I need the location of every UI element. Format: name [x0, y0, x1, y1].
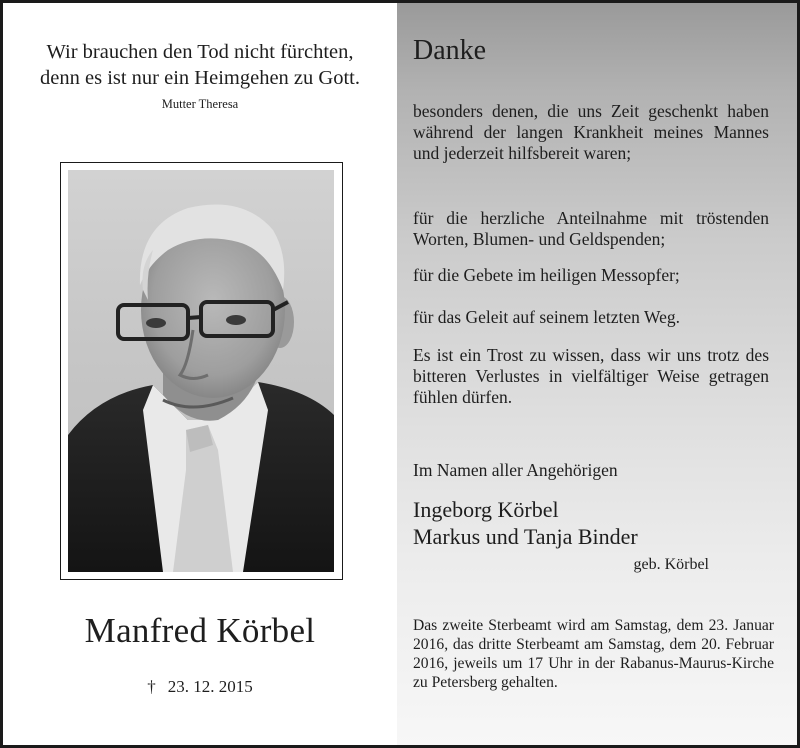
death-date: 23. 12. 2015 [167, 677, 253, 696]
paragraph-text: besonders denen, die uns Zeit geschenkt haben während der langen Krankheit meines Mannes und jederzeit hilfsbereit waren; [413, 101, 769, 163]
quote-line: denn es ist nur ein Heimgehen zu Gott. [40, 67, 360, 89]
thanks-paragraph [413, 345, 769, 408]
signature-intro: Im Namen aller Angehörigen [413, 460, 618, 480]
maiden-name: geb. Körbel [633, 556, 709, 573]
family-names [413, 496, 638, 550]
thanks-paragraph [413, 307, 769, 328]
paragraph-text: Es ist ein Trost zu wissen, dass wir uns trotz des bitteren Verlustes in vielfältiger Weise getragen fühlen dürfen. [413, 345, 769, 407]
quote-line: Wir brauchen den Tod nicht fürchten, [46, 41, 354, 63]
paragraph-text: für die herzliche Anteilnahme mit tröstenden Worten, Blumen- und Geldspenden; [413, 208, 769, 249]
family-name: Markus und Tanja Binder [413, 524, 638, 549]
thanks-paragraph [413, 208, 769, 250]
date-of-death [3, 677, 397, 697]
thanks-paragraph [413, 265, 769, 286]
deceased-name: Manfred Körbel [84, 611, 316, 650]
family-name: Ingeborg Körbel [413, 497, 559, 522]
cross-icon: † [147, 677, 156, 696]
paragraph-text: für die Gebete im heiligen Messopfer; [413, 265, 680, 285]
right-panel [397, 3, 797, 745]
portrait-illustration [68, 170, 334, 572]
quote-author: Mutter Theresa [161, 97, 239, 111]
left-panel [3, 3, 397, 745]
thanks-heading: Danke [413, 35, 487, 66]
portrait-frame [60, 162, 343, 580]
paragraph-text: für das Geleit auf seinem letzten Weg. [413, 307, 680, 327]
quote [3, 39, 397, 112]
service-notice: Das zweite Sterbeamt wird am Samstag, dem 23. Januar 2016, das dritte Sterbeamt am Samstag, dem 20. Februar 2016, jeweils um 17 Uhr in der Rabanus-Maurus-Kirche zu Petersberg gehalten. [413, 617, 774, 691]
portrait-photo [68, 170, 334, 572]
thanks-paragraph [413, 101, 769, 164]
